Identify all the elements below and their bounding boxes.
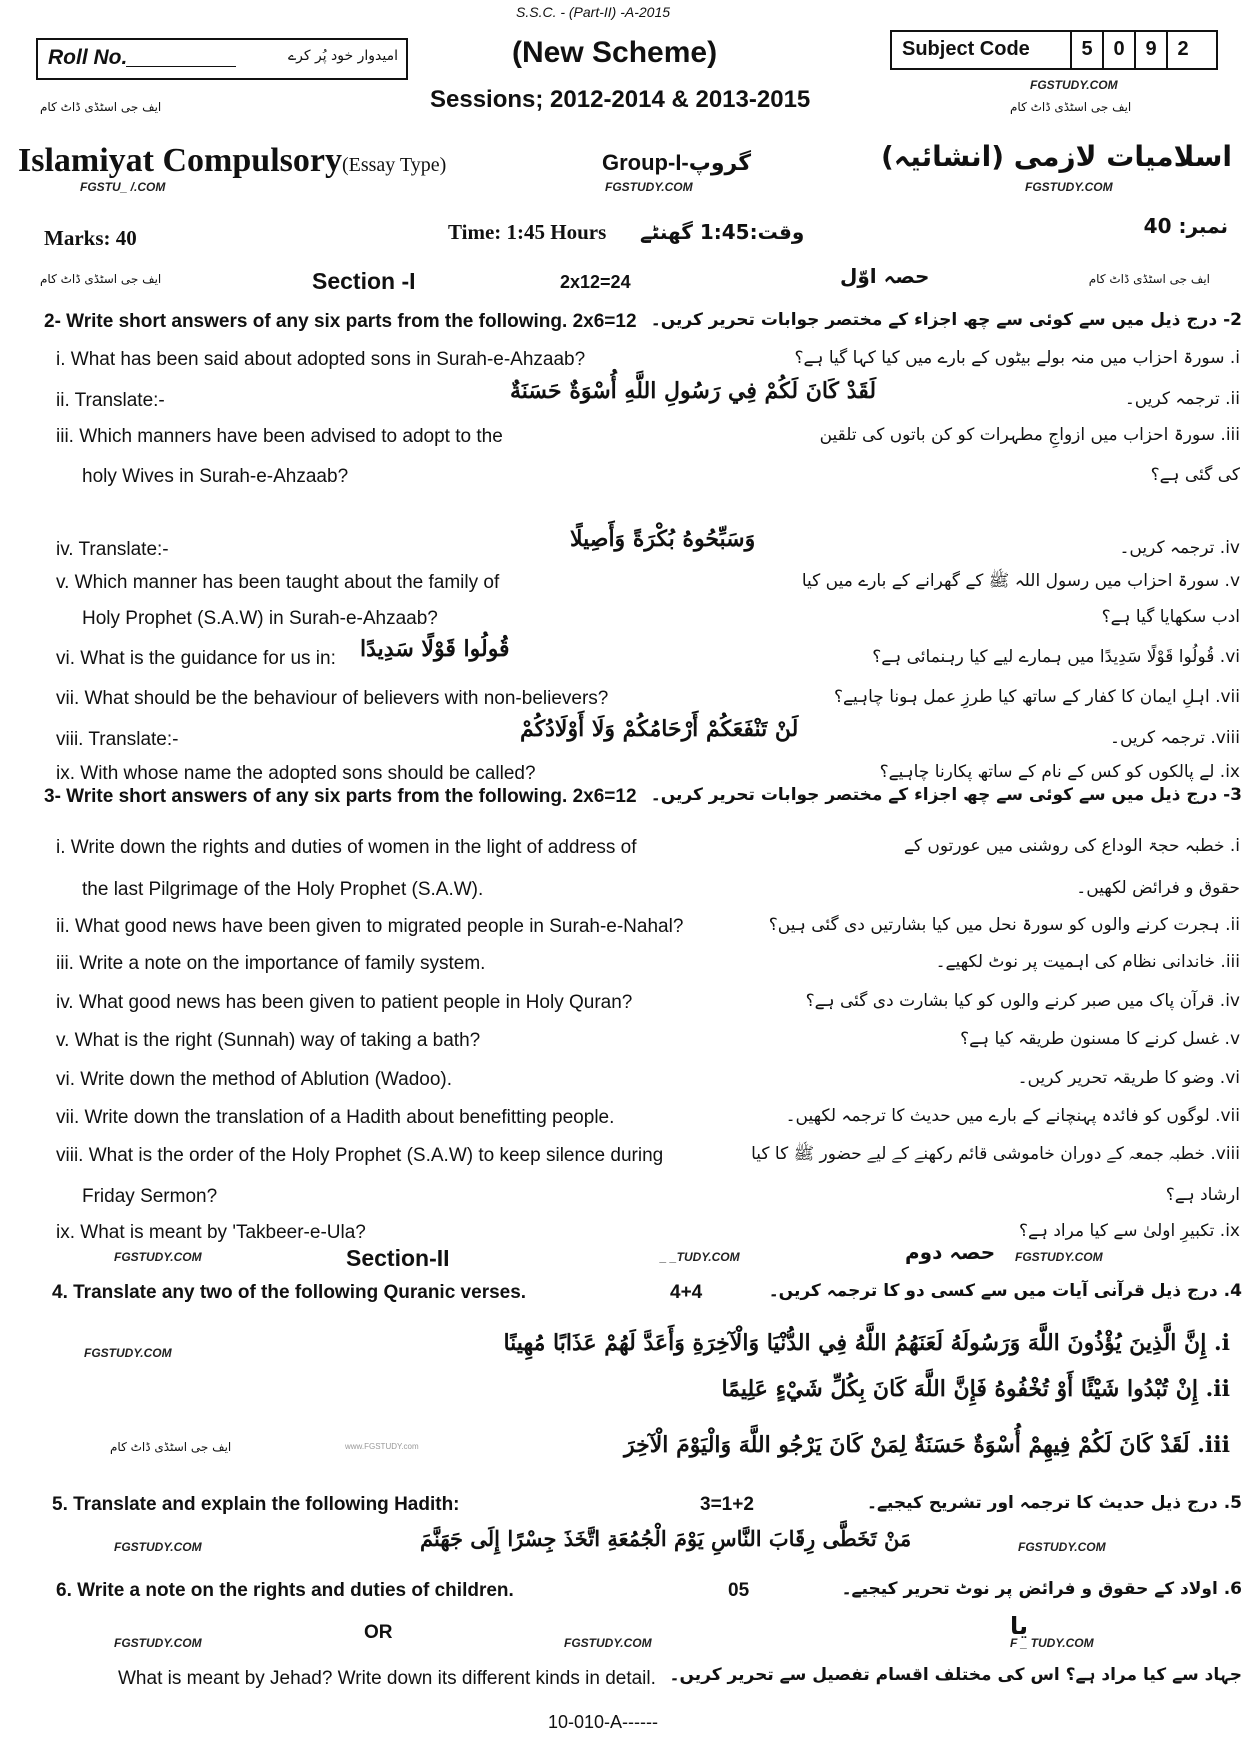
watermark: FGSTUDY.COM bbox=[1030, 78, 1118, 92]
q2-part: v. Which manner has been taught about the family of bbox=[56, 572, 500, 593]
q5-heading: 5. Translate and explain the following Hadith: bbox=[52, 1494, 460, 1515]
watermark-faint: www.FGSTUDY.com bbox=[345, 1442, 419, 1451]
watermark: F _ TUDY.COM bbox=[1010, 1636, 1094, 1650]
subject-name: Islamiyat Compulsory bbox=[18, 142, 342, 179]
q2-part-urdu: iii. سورۃ احزاب میں ازواجِ مطہرات کو کن باتوں کی تلقین bbox=[819, 425, 1240, 445]
q2-part: ii. Translate:- bbox=[56, 390, 165, 411]
watermark-urdu: ایف جی اسٹڈی ڈاٹ کام bbox=[110, 1440, 232, 1454]
q2-part: i. What has been said about adopted sons in Surah-e-Ahzaab? bbox=[56, 349, 586, 370]
watermark: FGSTUDY.COM bbox=[605, 180, 693, 194]
q3-part-urdu: viii. خطبہ جمعہ کے دوران خاموشی قائم رکھنے کے لیے حضور ﷺ کا کیا bbox=[751, 1144, 1240, 1164]
q3-part-urdu: ارشاد ہے؟ bbox=[1165, 1185, 1240, 1205]
sessions: Sessions; 2012-2014 & 2013-2015 bbox=[430, 86, 811, 113]
q3-part: v. What is the right (Sunnah) way of taking a bath? bbox=[56, 1030, 481, 1051]
roll-no-label: Roll No. bbox=[48, 46, 128, 69]
watermark-urdu: ایف جی اسٹڈی ڈاٹ کام bbox=[40, 272, 162, 286]
q4-marks: 4+4 bbox=[670, 1282, 703, 1303]
watermark: FGSTU_ /.COM bbox=[80, 180, 166, 194]
q3-part-urdu: حقوق و فرائض لکھیں۔ bbox=[1076, 878, 1240, 898]
q2-part-urdu: vii. اہلِ ایمان کا کفار کے ساتھ کیا طرزِ عمل ہونا چاہیے؟ bbox=[834, 687, 1240, 707]
q3-part-urdu: v. غسل کرنے کا مسنون طریقہ کیا ہے؟ bbox=[960, 1029, 1240, 1049]
watermark: FGSTUDY.COM bbox=[114, 1540, 202, 1554]
q6-marks: 05 bbox=[728, 1580, 750, 1601]
or-label: OR bbox=[364, 1622, 393, 1643]
q3-part: ii. What good news have been given to migrated people in Surah-e-Nahal? bbox=[56, 916, 684, 937]
watermark-urdu: ایف جی اسٹڈی ڈاٹ کام bbox=[40, 100, 162, 114]
subject-urdu: اسلامیات لازمی (انشائیہ) bbox=[881, 140, 1232, 173]
q3-part: i. Write down the rights and duties of women in the light of address of bbox=[56, 837, 637, 858]
marks-urdu: نمبر: 40 bbox=[1143, 214, 1228, 238]
watermark: FGSTUDY.COM bbox=[84, 1346, 172, 1360]
subject-code-digit: 9 bbox=[1134, 32, 1166, 68]
q3-part: vii. Write down the translation of a Hadith about benefitting people. bbox=[56, 1107, 615, 1128]
q3-part-urdu: i. خطبہ حجۃ الوداع کی روشنی میں عورتوں کے bbox=[903, 836, 1240, 856]
section-1-title-urdu: حصہ اوّل bbox=[840, 264, 930, 288]
footer-code: 10-010-A------ bbox=[548, 1712, 659, 1732]
q2-part: vi. What is the guidance for us in: bbox=[56, 648, 336, 669]
q2-part-urdu: i. سورۃ احزاب میں منہ بولے بیٹوں کے بارے میں کیا کہا گیا ہے؟ bbox=[794, 348, 1240, 368]
watermark: FGSTUDY.COM bbox=[564, 1636, 652, 1650]
subject-code-box bbox=[890, 30, 1218, 70]
q3-part-urdu: ii. ہجرت کرنے والوں کو سورۃ نحل میں کیا بشارتیں دی گئی ہیں؟ bbox=[768, 915, 1240, 935]
q3-part-urdu: ix. تکبیرِ اولیٰ سے کیا مراد ہے؟ bbox=[1019, 1221, 1240, 1241]
hadith: مَنْ تَخَطَّى رِقَابَ النَّاسِ يَوْمَ الْجُمُعَةِ اتَّخَذَ جِسْرًا إِلَى جَهَنَّمَ bbox=[420, 1526, 912, 1551]
q6-heading: 6. Write a note on the rights and duties of children. bbox=[56, 1580, 514, 1601]
q2-part: iv. Translate:- bbox=[56, 539, 169, 560]
exam-title: S.S.C. - (Part-II) -A-2015 bbox=[516, 4, 671, 20]
q2-part: viii. Translate:- bbox=[56, 729, 179, 750]
watermark: FGSTUDY.COM bbox=[114, 1636, 202, 1650]
q2-part-urdu: iv. ترجمہ کریں۔ bbox=[1119, 538, 1240, 558]
q2-part: Holy Prophet (S.A.W) in Surah-e-Ahzaab? bbox=[82, 608, 438, 629]
section-2-title: Section-II bbox=[346, 1245, 450, 1271]
q2-part-urdu: ii. ترجمہ کریں۔ bbox=[1124, 389, 1240, 409]
q4-heading-urdu: 4. درج ذیل قرآنی آیات میں سے کسی دو کا ترجمہ کریں۔ bbox=[768, 1281, 1242, 1301]
q4-heading-text: 4. Translate any two of the following Quranic verses. bbox=[52, 1282, 527, 1303]
q5-heading-urdu: 5. درج ذیل حدیث کا ترجمہ اور تشریح کیجیے۔ bbox=[867, 1493, 1242, 1513]
arabic-verse: لَقَدْ كَانَ لَكُمْ فِي رَسُولِ اللَّهِ أُسْوَةٌ حَسَنَةٌ bbox=[510, 378, 877, 404]
roll-no-box bbox=[36, 38, 408, 80]
watermark: FGSTUDY.COM bbox=[1015, 1250, 1103, 1264]
q6-alternative: What is meant by Jehad? Write down its different kinds in detail. bbox=[118, 1668, 656, 1689]
section-1-marks: 2x12=24 bbox=[560, 272, 631, 292]
group-urdu: گروپ bbox=[688, 151, 752, 176]
section-2-title-urdu: حصہ دوم bbox=[905, 1240, 996, 1264]
watermark-urdu: ایف جی اسٹڈی ڈاٹ کام bbox=[1010, 100, 1132, 114]
roll-no-field[interactable] bbox=[126, 66, 236, 67]
q3-part: iv. What good news has been given to patient people in Holy Quran? bbox=[56, 992, 633, 1013]
q2-part-urdu: ix. لے پالکوں کو کس کے نام کے ساتھ پکارنا چاہیے؟ bbox=[879, 762, 1240, 782]
q3-part: the last Pilgrimage of the Holy Prophet (S.A.W). bbox=[82, 879, 484, 900]
subject-code-digit: 0 bbox=[1102, 32, 1134, 68]
marks: Marks: 40 bbox=[44, 226, 137, 250]
subject-code-digit: 5 bbox=[1070, 32, 1102, 68]
scheme: (New Scheme) bbox=[512, 36, 718, 69]
section-1-title: Section -I bbox=[312, 268, 416, 294]
q2-part-urdu: v. سورۃ احزاب میں رسول اللہ ﷺ کے گھرانے کے بارے میں کیا bbox=[801, 571, 1240, 591]
q2-part-urdu: viii. ترجمہ کریں۔ bbox=[1110, 728, 1240, 748]
time-urdu: وقت:1:45 گھنٹے bbox=[640, 220, 805, 244]
subject-title bbox=[18, 142, 446, 180]
q3-part-urdu: iii. خاندانی نظام کی اہمیت پر نوٹ لکھیے۔ bbox=[935, 952, 1240, 972]
q3-part: vi. Write down the method of Ablution (Wadoo). bbox=[56, 1069, 453, 1090]
q2-part-urdu: vi. قُولُوا قَوْلًا سَدِيدًا میں ہمارے لیے کیا رہنمائی ہے؟ bbox=[872, 647, 1240, 667]
q3-part: iii. Write a note on the importance of family system. bbox=[56, 953, 486, 974]
q3-part: ix. What is meant by 'Takbeer-e-Ula? bbox=[56, 1222, 366, 1243]
verse-3: iii. لَقَدْ كَانَ لَكُمْ فِيهِمْ أُسْوَةٌ حَسَنَةٌ لِمَنْ كَانَ يَرْجُو اللَّهَ وَالْيَوْمَ الْآخِرَ bbox=[624, 1432, 1230, 1458]
q3-part: viii. What is the order of the Holy Prophet (S.A.W) to keep silence during bbox=[56, 1145, 664, 1166]
q3-part-urdu: iv. قرآن پاک میں صبر کرنے والوں کو کیا بشارت دی گئی ہے؟ bbox=[805, 991, 1240, 1011]
q2-heading-urdu: 2- درج ذیل میں سے کوئی سے چھ اجزاء کے مختصر جوابات تحریر کریں۔ bbox=[650, 310, 1242, 330]
q2-part-urdu: ادب سکھایا گیا ہے؟ bbox=[1101, 607, 1240, 627]
watermark: FGSTUDY.COM bbox=[1018, 1540, 1106, 1554]
watermark: FGSTUDY.COM bbox=[114, 1250, 202, 1264]
paper-type: (Essay Type) bbox=[341, 154, 447, 176]
arabic-verse: وَسَبِّحُوهُ بُكْرَةً وَأَصِيلًا bbox=[570, 526, 756, 552]
q6-heading-urdu: 6. اولاد کے حقوق و فرائض پر نوٹ تحریر کیجیے۔ bbox=[841, 1579, 1242, 1599]
q2-part: holy Wives in Surah-e-Ahzaab? bbox=[82, 466, 349, 487]
verse-2: ii. إِنْ تُبْدُوا شَيْئًا أَوْ تُخْفُوهُ فَإِنَّ اللَّهَ كَانَ بِكُلِّ شَيْءٍ عَلِيمًا bbox=[721, 1376, 1230, 1402]
time: Time: 1:45 Hours bbox=[448, 220, 607, 244]
q5-marks: 3=1+2 bbox=[700, 1494, 754, 1515]
q3-part: Friday Sermon? bbox=[82, 1186, 218, 1207]
q2-part: iii. Which manners have been advised to adopt to the bbox=[56, 426, 503, 447]
arabic-verse: قُولُوا قَوْلًا سَدِيدًا bbox=[360, 636, 510, 662]
arabic-verse: لَنْ تَنْفَعَكُمْ أَرْحَامُكُمْ وَلَا أَوْلَادُكُمْ bbox=[520, 716, 799, 742]
verse-1: i. إِنَّ الَّذِينَ يُؤْذُونَ اللَّهَ وَرَسُولَهُ لَعَنَهُمُ اللَّهُ فِي الدُّنْيَا وَالْآخِرَةِ وَأَعَدَّ لَهُمْ عَذَابًا مُهِينًا bbox=[503, 1330, 1230, 1356]
q3-part-urdu: vi. وضو کا طریقہ تحریر کریں۔ bbox=[1017, 1068, 1240, 1088]
subject-code-label: Subject Code bbox=[902, 38, 1030, 60]
or-urdu: یا bbox=[1010, 1612, 1029, 1640]
group-label: Group-I- bbox=[602, 150, 689, 175]
q2-part: vii. What should be the behaviour of believers with non-believers? bbox=[56, 688, 609, 709]
roll-no-urdu: امیدوار خود پُر کرے bbox=[287, 48, 398, 64]
q3-heading: 3- Write short answers of any six parts from the following. 2x6=12 bbox=[44, 786, 637, 807]
q3-part-urdu: vii. لوگوں کو فائدہ پہنچانے کے بارے میں حدیث کا ترجمہ لکھیں۔ bbox=[785, 1106, 1240, 1126]
q4-heading bbox=[52, 1282, 526, 1304]
q2-heading: 2- Write short answers of any six parts from the following. 2x6=12 bbox=[44, 311, 637, 332]
q2-part: ix. With whose name the adopted sons should be called? bbox=[56, 763, 536, 784]
watermark: _ _TUDY.COM bbox=[660, 1250, 740, 1264]
q6-alternative-urdu: جہاد سے کیا مراد ہے؟ اس کی مختلف اقسام تفصیل سے تحریر کریں۔ bbox=[669, 1665, 1242, 1685]
watermark: FGSTUDY.COM bbox=[1025, 180, 1113, 194]
subject-code-digit: 2 bbox=[1166, 32, 1198, 68]
q3-heading-urdu: 3- درج ذیل میں سے کوئی سے چھ اجزاء کے مختصر جوابات تحریر کریں۔ bbox=[650, 785, 1242, 805]
q2-part-urdu: کی گئی ہے؟ bbox=[1150, 465, 1240, 485]
watermark-urdu: ایف جی اسٹڈی ڈاٹ کام bbox=[1088, 272, 1210, 286]
group bbox=[602, 150, 751, 176]
